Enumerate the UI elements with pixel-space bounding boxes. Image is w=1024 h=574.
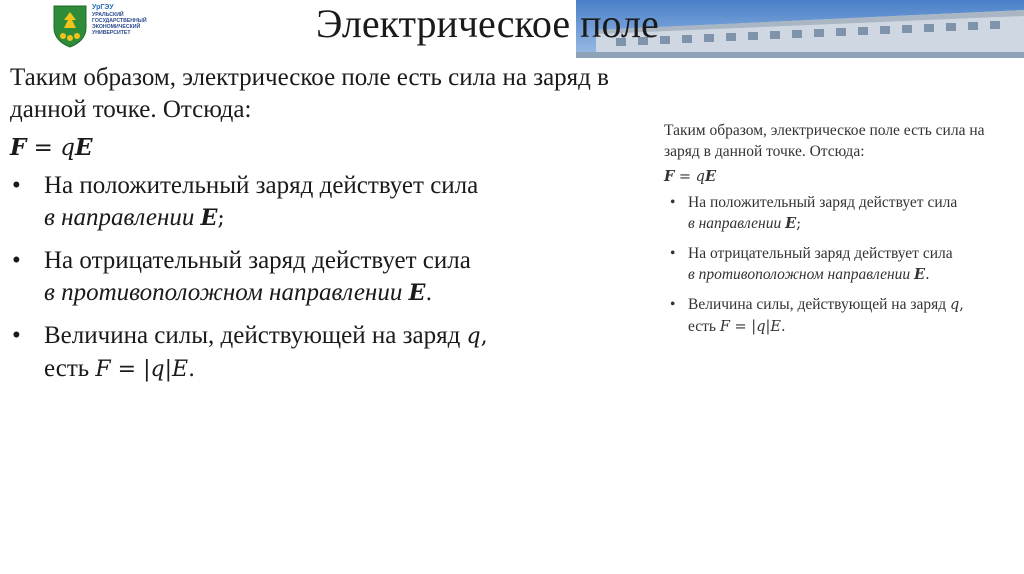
list-item: • На отрицательный заряд действует сила в противоположном направлении E. [664, 243, 1020, 286]
intro-text: Таким образом, электрическое поле есть сила на заряд в данной точке. Отсюда: [10, 64, 609, 123]
thumbnail-bullet-list [664, 192, 1020, 338]
list-item: • На положительный заряд действует сила в направлении E; [10, 170, 660, 235]
list-item: • На положительный заряд действует сила в направлении E; [664, 192, 1020, 235]
crest-icon [52, 4, 88, 48]
thumbnail-preview [664, 120, 1020, 346]
university-logo [52, 4, 162, 54]
list-item: • Величина силы, действующей на заряд q, есть F = |q|E. [664, 294, 1020, 338]
university-name: УРАЛЬСКИЙ ГОСУДАРСТВЕННЫЙ ЭКОНОМИЧЕСКИЙ УНИВЕРСИТЕТ [92, 12, 147, 36]
list-item: • На отрицательный заряд действует сила в противоположном направлении E. [10, 245, 660, 310]
force-formula: F = qE [10, 134, 93, 161]
list-item: • Величина силы, действующей на заряд q, есть F = |q|E. [10, 320, 660, 386]
thumbnail-formula: F = qE [664, 168, 717, 185]
main-content [10, 62, 660, 396]
bullet-list [10, 170, 660, 386]
slide-header [0, 0, 1024, 60]
slide-title: Электрическое поле [316, 1, 659, 46]
thumbnail-intro: Таким образом, электрическое поле есть сила на заряд в данной точке. Отсюда: [664, 122, 985, 160]
university-abbr: УрГЭУ [92, 4, 114, 11]
